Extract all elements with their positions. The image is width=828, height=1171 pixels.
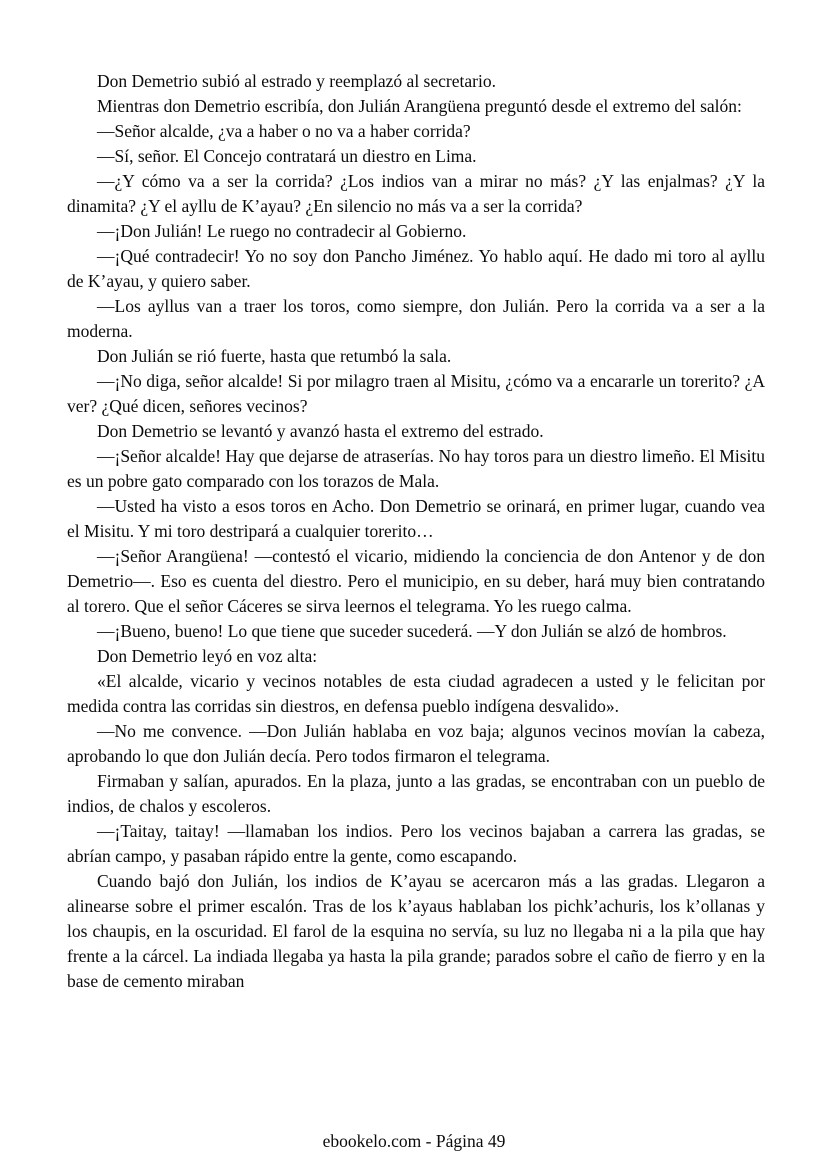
paragraph-18: —No me convence. —Don Julián hablaba en voz baja; algunos vecinos movían la cabeza, aprobando lo que don Julián decía. Pero todos firmaron el telegrama. — [67, 721, 765, 766]
paragraph-17: «El alcalde, vicario y vecinos notables de esta ciudad agradecen a usted y le felicitan por medida contra las corridas sin diestros, en defensa pueblo indígena desvalido». — [67, 671, 765, 716]
paragraph-21: Cuando bajó don Julián, los indios de K’ayau se acercaron más a las gradas. Llegaron a alinearse sobre el primer escalón. Tras de los k’ayaus hablaban los pichk’achuris, los k’ollanas y los chaupis, en la oscuridad. El farol de la esquina no servía, su luz no llegaba ni a la pila que hay frente a la cárcel. La indiada llegaba ya hasta la pila grande; parados sobre el caño de fierro y en la base de cemento miraban — [67, 871, 765, 991]
paragraph-9: Don Julián se rió fuerte, hasta que retumbó la sala. — [97, 346, 452, 366]
paragraph-14: —¡Señor Arangüena! —contestó el vicario, midiendo la conciencia de don Antenor y de don Demetrio—. Eso es cuenta del diestro. Pero el municipio, en su deber, hará muy bien contratando al torero. Que el señor Cáceres se sirva leernos el telegrama. Yo les ruego calma. — [67, 546, 765, 616]
paragraph-20: —¡Taitay, taitay! —llamaban los indios. Pero los vecinos bajaban a carrera las gradas, se abrían campo, y pasaban rápido entre la gente, como escapando. — [67, 821, 765, 866]
paragraph-4: —Sí, señor. El Concejo contratará un diestro en Lima. — [97, 146, 477, 166]
paragraph-8: —Los ayllus van a traer los toros, como siempre, don Julián. Pero la corrida va a ser a la moderna. — [67, 296, 765, 341]
paragraph-15: —¡Bueno, bueno! Lo que tiene que suceder sucederá. —Y don Julián se alzó de hombros. — [97, 621, 727, 641]
paragraph-1: Don Demetrio subió al estrado y reemplazó al secretario. — [97, 71, 496, 91]
paragraph-3: —Señor alcalde, ¿va a haber o no va a haber corrida? — [97, 121, 471, 141]
paragraph-12: —¡Señor alcalde! Hay que dejarse de atraserías. No hay toros para un diestro limeño. El Misitu es un pobre gato comparado con los torazos de Mala. — [67, 446, 765, 491]
paragraph-13: —Usted ha visto a esos toros en Acho. Don Demetrio se orinará, en primer lugar, cuando vea el Misitu. Y mi toro destripará a cualquier torerito… — [67, 496, 765, 541]
paragraph-11: Don Demetrio se levantó y avanzó hasta el extremo del estrado. — [97, 421, 544, 441]
paragraph-2: Mientras don Demetrio escribía, don Julián Arangüena preguntó desde el extremo del salón: — [97, 96, 742, 116]
paragraph-19: Firmaban y salían, apurados. En la plaza, junto a las gradas, se encontraban con un pueblo de indios, de chalos y escoleros. — [67, 771, 765, 816]
paragraph-6: —¡Don Julián! Le ruego no contradecir al Gobierno. — [97, 221, 467, 241]
paragraph-7: —¡Qué contradecir! Yo no soy don Pancho Jiménez. Yo hablo aquí. He dado mi toro al ayllu de K’ayau, y quiero saber. — [67, 246, 765, 291]
paragraph-16: Don Demetrio leyó en voz alta: — [97, 646, 318, 666]
paragraph-10: —¡No diga, señor alcalde! Si por milagro traen al Misitu, ¿cómo va a encararle un torerito? ¿A ver? ¿Qué dicen, señores vecinos? — [67, 371, 765, 416]
footer-text: ebookelo.com - Página 49 — [322, 1131, 506, 1151]
paragraph-5: —¿Y cómo va a ser la corrida? ¿Los indios van a mirar no más? ¿Y las enjalmas? ¿Y la dinamita? ¿Y el ayllu de K’ayau? ¿En silencio no más va a ser la corrida? — [67, 171, 765, 216]
page-text — [67, 69, 765, 994]
page-footer — [0, 1129, 828, 1154]
